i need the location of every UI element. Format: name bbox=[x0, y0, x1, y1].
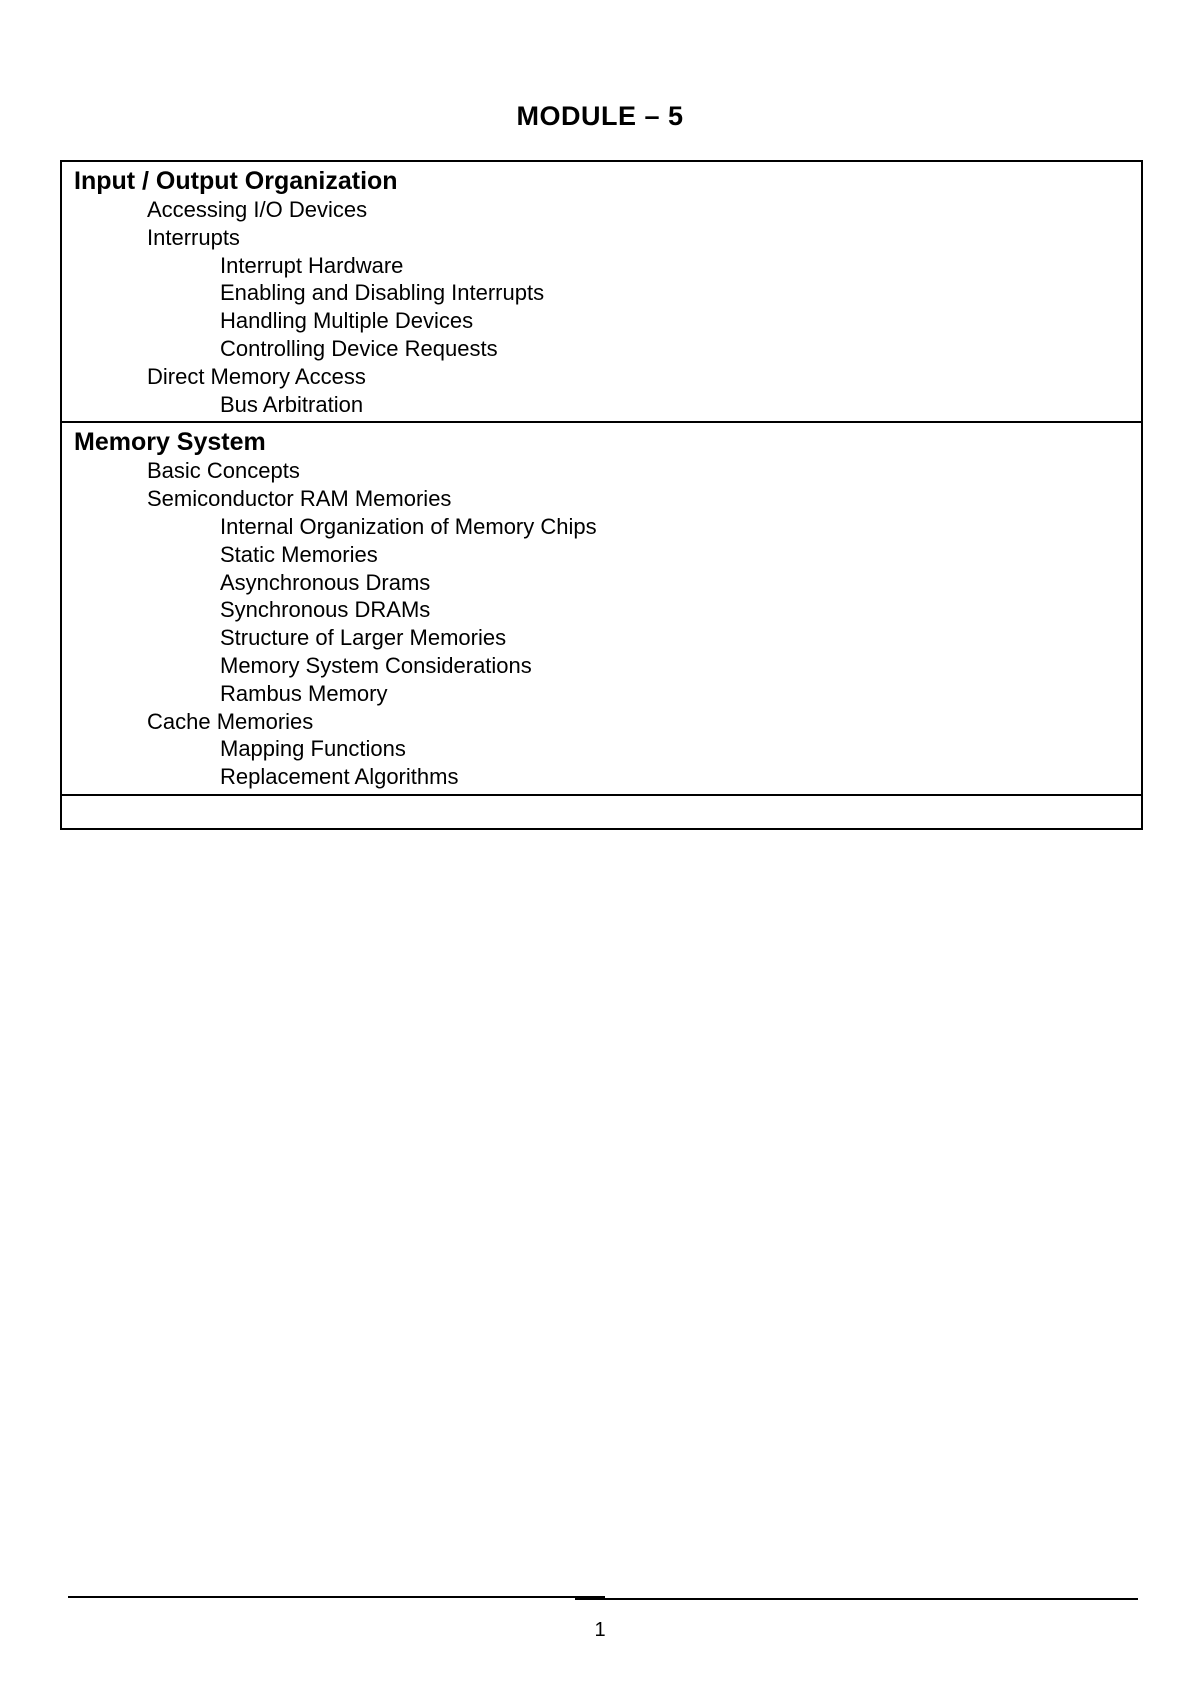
toc-subitem: Memory System Considerations bbox=[220, 652, 532, 678]
page-number: 1 bbox=[594, 1619, 606, 1641]
toc-item: Cache Memories bbox=[147, 708, 314, 734]
toc-item: Interrupts bbox=[147, 224, 240, 250]
toc-subitem: Internal Organization of Memory Chips bbox=[220, 513, 597, 539]
footer-divider bbox=[68, 1596, 577, 1598]
empty-table-row bbox=[62, 796, 1141, 828]
toc-subitem: Handling Multiple Devices bbox=[220, 308, 474, 334]
toc-subitem: Interrupt Hardware bbox=[220, 252, 404, 278]
section-heading: Memory System bbox=[74, 428, 266, 457]
contents-table bbox=[60, 160, 1143, 830]
footer-divider-mark bbox=[575, 1596, 605, 1600]
toc-item: Direct Memory Access bbox=[147, 363, 366, 389]
toc-subitem: Asynchronous Drams bbox=[220, 569, 431, 595]
toc-item: Basic Concepts bbox=[147, 458, 300, 484]
footer-divider bbox=[605, 1598, 1138, 1600]
toc-section-io bbox=[62, 162, 1141, 423]
toc-subitem: Enabling and Disabling Interrupts bbox=[220, 280, 545, 306]
toc-subitem: Static Memories bbox=[220, 541, 378, 567]
toc-item: Semiconductor RAM Memories bbox=[147, 486, 452, 512]
toc-subitem: Bus Arbitration bbox=[220, 391, 364, 417]
toc-subitem: Rambus Memory bbox=[220, 680, 388, 706]
toc-subitem: Mapping Functions bbox=[220, 736, 406, 762]
toc-subitem: Synchronous DRAMs bbox=[220, 597, 431, 623]
toc-item: Accessing I/O Devices bbox=[147, 197, 368, 222]
toc-subitem: Structure of Larger Memories bbox=[220, 625, 507, 651]
page-title: MODULE – 5 bbox=[516, 101, 684, 131]
toc-section-memory bbox=[62, 423, 1141, 796]
toc-subitem: Replacement Algorithms bbox=[220, 764, 459, 790]
toc-subitem: Controlling Device Requests bbox=[220, 335, 498, 361]
section-heading: Input / Output Organization bbox=[74, 167, 398, 195]
